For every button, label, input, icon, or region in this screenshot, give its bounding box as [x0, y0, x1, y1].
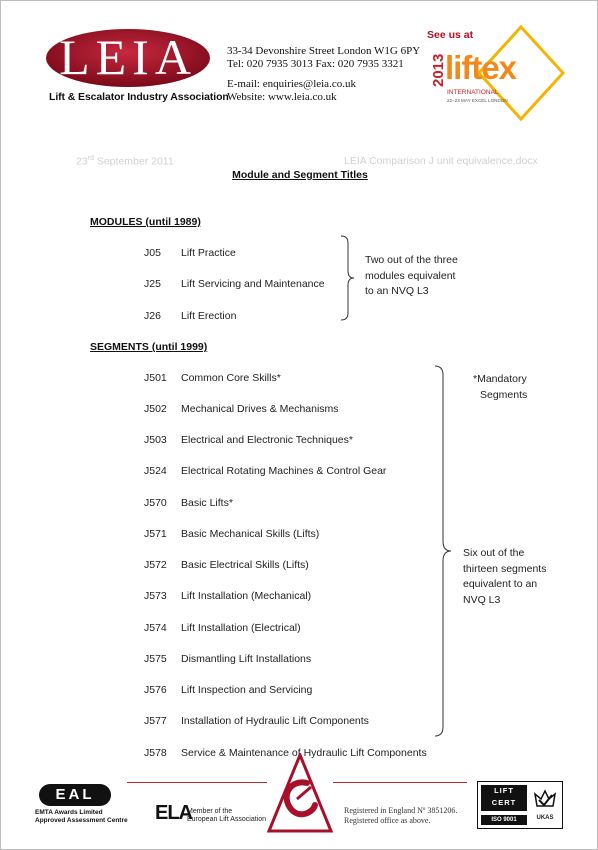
leia-subtitle: Lift & Escalator Industry Association	[49, 91, 229, 103]
eal-subtitle: EMTA Awards Limited Approved Assessment Centre	[35, 809, 128, 824]
address-line: 33-34 Devonshire Street London W1G 6PY	[227, 45, 421, 57]
iso-badge: ISO 9001	[481, 815, 527, 825]
module-name: Lift Erection	[181, 310, 237, 322]
segment-name: Installation of Hydraulic Lift Components	[181, 715, 369, 727]
segment-code: J570	[144, 497, 167, 509]
module-code: J05	[144, 247, 161, 259]
document-date: 23rd September 2011	[76, 155, 174, 168]
segment-name: Basic Lifts*	[181, 497, 233, 509]
footer-rule-right	[333, 782, 467, 783]
segment-row	[1, 434, 598, 448]
segment-code: J574	[144, 622, 167, 634]
segment-row	[1, 715, 598, 729]
segment-row	[1, 465, 598, 479]
segment-name: Electrical and Electronic Techniques*	[181, 434, 353, 446]
segment-name: Basic Mechanical Skills (Lifts)	[181, 528, 320, 540]
footer-rule-left	[127, 782, 267, 783]
segment-name: Lift Installation (Mechanical)	[181, 590, 312, 602]
segment-name: Common Core Skills*	[181, 372, 281, 384]
module-code: J25	[144, 278, 161, 290]
liftex-international: INTERNATIONAL	[447, 89, 499, 96]
ela-subtitle: Member of the European Lift Association	[187, 808, 266, 823]
phone-line: Tel: 020 7935 3013 Fax: 020 7935 3321	[227, 57, 404, 70]
segments-heading: SEGMENTS (until 1999)	[90, 341, 208, 353]
liftex-year: 2013	[430, 53, 447, 87]
ukas-crown-icon	[532, 786, 558, 812]
website-line: Website: www.leia.co.uk	[227, 90, 337, 103]
liftex-logo	[423, 25, 565, 121]
liftcert-text: LIFT CERT	[481, 785, 527, 811]
modules-brace	[339, 235, 355, 321]
segment-row	[1, 684, 598, 698]
segment-row	[1, 497, 598, 511]
leia-logo-text: LEIA	[59, 29, 197, 85]
segment-code: J572	[144, 559, 167, 571]
segment-code: J503	[144, 434, 167, 446]
segment-name: Electrical Rotating Machines & Control Gear	[181, 465, 387, 477]
segment-code: J501	[144, 372, 167, 384]
mandatory-note: *Mandatory Segments	[473, 373, 528, 401]
segments-note: Six out of the thirteen segments equivalent to an NVQ L3	[463, 547, 547, 606]
segment-name: Lift Inspection and Servicing	[181, 684, 313, 696]
module-row	[1, 310, 598, 324]
leia-logo	[45, 29, 229, 103]
segment-row	[1, 403, 598, 417]
registration-info: Registered in England Nº 3851206. Registered office as above.	[344, 806, 458, 825]
eal-logo: EAL	[39, 784, 111, 806]
segment-name: Mechanical Drives & Mechanisms	[181, 403, 339, 415]
segment-row	[1, 622, 598, 636]
segment-name: Lift Installation (Electrical)	[181, 622, 301, 634]
segments-brace	[433, 365, 453, 737]
segment-code: J577	[144, 715, 167, 727]
liftcert-logo	[477, 781, 563, 829]
segment-name: Basic Electrical Skills (Lifts)	[181, 559, 309, 571]
module-row	[1, 278, 598, 292]
module-row	[1, 247, 598, 261]
segment-row	[1, 528, 598, 542]
module-name: Lift Practice	[181, 247, 236, 259]
segment-code: J578	[144, 747, 167, 759]
contact-address	[227, 45, 420, 103]
segment-row	[1, 653, 598, 667]
segment-code: J524	[144, 465, 167, 477]
segment-code: J575	[144, 653, 167, 665]
email-line: E-mail: enquiries@leia.co.uk	[227, 78, 356, 90]
module-code: J26	[144, 310, 161, 322]
segment-code: J573	[144, 590, 167, 602]
ela-logo: ELA	[155, 802, 192, 824]
segment-code: J502	[144, 403, 167, 415]
modules-note: Two out of the three modules equivalent to an NVQ L3	[365, 254, 458, 297]
segment-code: J571	[144, 528, 167, 540]
liftex-see-us: See us at	[427, 29, 474, 41]
segment-name: Service & Maintenance of Hydraulic Lift Components	[181, 747, 427, 759]
liftex-brand: liftex	[445, 49, 517, 86]
leia-emblem	[267, 753, 333, 833]
modules-heading: MODULES (until 1989)	[90, 216, 201, 228]
module-name: Lift Servicing and Maintenance	[181, 278, 325, 290]
segment-name: Dismantling Lift Installations	[181, 653, 312, 665]
document-title: Module and Segment Titles	[232, 169, 368, 181]
leia-wordmark	[45, 29, 211, 89]
segment-code: J576	[144, 684, 167, 696]
ukas-text: UKAS	[536, 815, 554, 821]
document-filename: LEIA Comparison J unit equivalence.docx	[344, 155, 538, 167]
liftex-dates: 22–23 MAY EXCEL LONDON	[447, 98, 508, 103]
